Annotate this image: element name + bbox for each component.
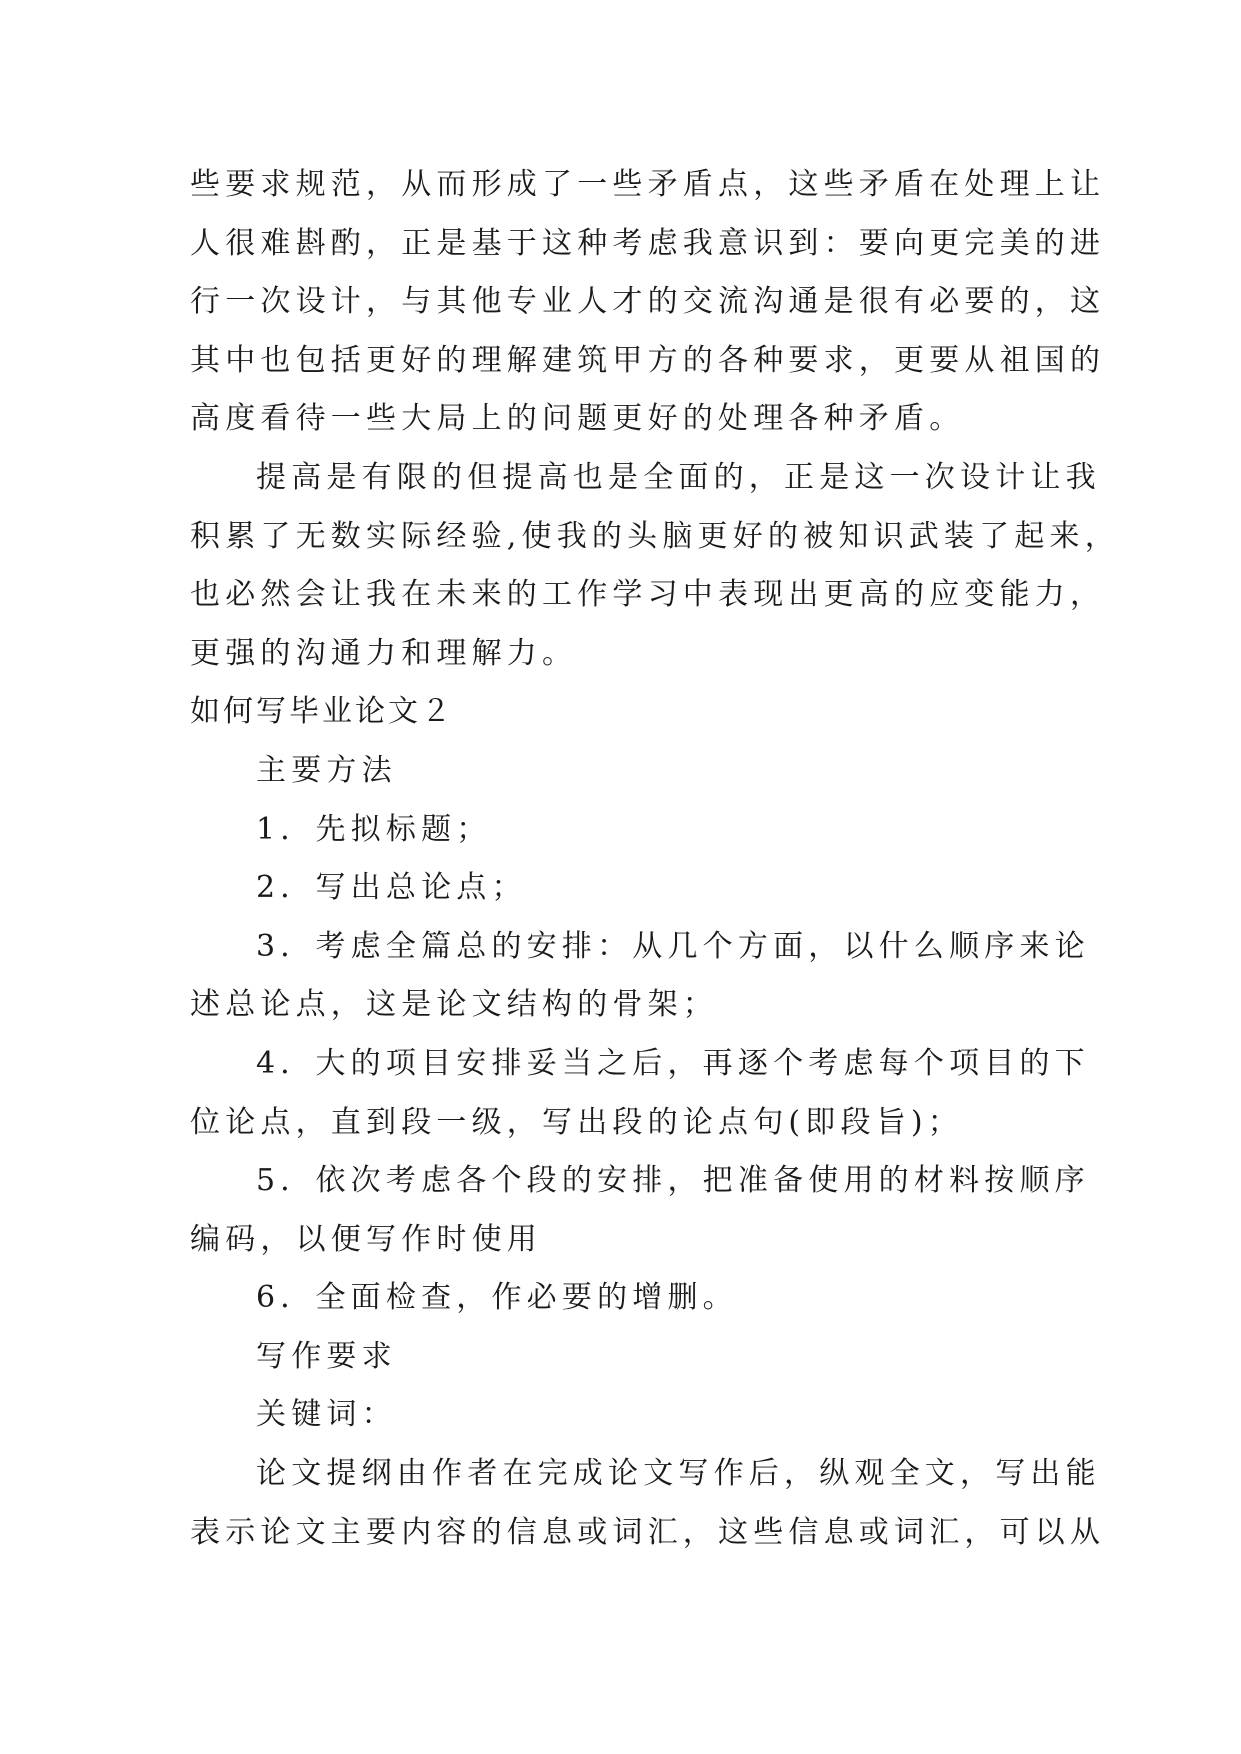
subsection-heading: 主要方法 [256, 752, 397, 788]
subsection-heading: 写作要求 [256, 1338, 397, 1374]
section-title: 如何写毕业论文２ [190, 694, 454, 730]
list-item: 4．大的项目安排妥当之后，再逐个考虑每个项目的下 [256, 1045, 1090, 1081]
paragraph-line: 积累了无数实际经验,使我的头脑更好的被知识武装了起来， [190, 518, 1120, 554]
list-item-continuation: 述总论点，这是论文结构的骨架； [190, 987, 718, 1023]
list-item-continuation: 位论点，直到段一级，写出段的论点句(即段旨)； [190, 1104, 964, 1140]
paragraph-line: 其中也包括更好的理解建筑甲方的各种要求，更要从祖国的 [190, 342, 1106, 378]
list-item: 3．考虑全篇总的安排：从几个方面，以什么顺序来论 [256, 928, 1090, 964]
paragraph-line: 些要求规范，从而形成了一些矛盾点，这些矛盾在处理上让 [190, 167, 1106, 202]
list-item: 1．先拟标题； [256, 811, 492, 847]
paragraph-line: 更强的沟通力和理解力。 [190, 635, 578, 671]
paragraph-line: 也必然会让我在未来的工作学习中表现出更高的应变能力， [190, 577, 1106, 613]
paragraph-line: 论文提纲由作者在完成论文写作后，纵观全文，写出能 [256, 1456, 1101, 1492]
paragraph-line: 表示论文主要内容的信息或词汇，这些信息或词汇，可以从 [190, 1514, 1106, 1550]
document-body [190, 156, 1120, 1562]
list-item-continuation: 编码，以便写作时使用 [190, 1221, 542, 1257]
list-item: 5．依次考虑各个段的安排，把准备使用的材料按顺序 [256, 1163, 1090, 1199]
list-item: 2．写出总论点； [256, 870, 527, 906]
paragraph-line: 行一次设计，与其他专业人才的交流沟通是很有必要的，这 [190, 284, 1106, 320]
paragraph-line: 人很难斟酌，正是基于这种考虑我意识到：要向更完美的进 [190, 225, 1106, 261]
paragraph-line: 提高是有限的但提高也是全面的，正是这一次设计让我 [256, 459, 1101, 495]
list-item: 6．全面检查，作必要的增删。 [256, 1280, 738, 1316]
paragraph-line: 高度看待一些大局上的问题更好的处理各种矛盾。 [190, 401, 965, 437]
subsection-heading: 关键词： [256, 1397, 397, 1433]
